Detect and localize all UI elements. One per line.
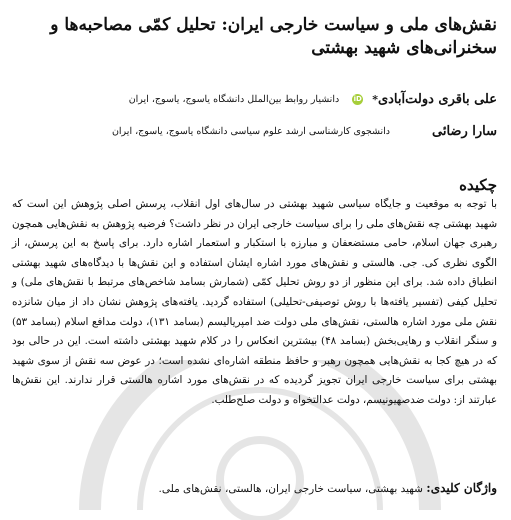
orcid-icon[interactable]: iD: [353, 94, 362, 103]
author-affiliation: دانشجوی کارشناسی ارشد علوم سیاسی دانشگاه یاسوج، یاسوج، ایران: [111, 125, 390, 137]
article-title: نقش‌های ملی و سیاست خارجی ایران: تحلیل کمّی مصاحبه‌ها و سخنرانی‌های شهید بهشتی: [50, 15, 497, 58]
author-name: علی باقری دولت‌آبادی: [377, 91, 497, 107]
corresponding-author-mark: *: [372, 92, 378, 106]
author-row-1: [12, 90, 497, 108]
author-name: سارا رضائی: [432, 123, 497, 139]
abstract-heading: چکیده: [459, 176, 497, 194]
keywords-label: واژگان کلیدی:: [426, 481, 497, 495]
keywords: [12, 479, 497, 498]
author-affiliation: دانشیار روابط بین‌الملل دانشگاه یاسوج، یاسوج، ایران: [128, 93, 340, 105]
abstract-text: با توجه به موقعیت و جایگاه سیاسی شهید بهشتی در سال‌های اول انقلاب، پرسش اصلی پژوهش این است که شهید بهشتی چه نقش‌های ملی را برای سیاست خارجی ایران در نظر داشت؟ فرضیه پژوهش به نقش‌هایی همچون رهبری جهان اسلام، حامی مستضعفان و مبارزه با استکبار و استعمار اشاره دارد. برای پاسخ به این پرسش، از الگوی نظری کی. جی. هالستی و نقش‌های مورد اشاره ایشان استفاده و این نقش‌ها با دیدگاه‌های شهید بهشتی انطباق داده شد. برای این منظور از دو روش تحلیل کمّی (شمارش بسامد شاخص‌های مرتبط با نقش‌های ملی) و تحلیل کیفی (تفسیر یافته‌ها با روش توصیفی-تحلیلی) استفاده گردید. یافته‌های پژوهش نشان داد از میان شانزده نقش ملی مورد اشاره هالستی، نقش‌های ملی دولت ضد امپریالیسم (بسامد ۱۳۱)، دولت مدافع اسلام (بسامد ۵۳) و سنگر انقلاب و رهایی‌بخش (بسامد ۴۸) بیشترین انعکاس را در کلام شهید بهشتی داشته است. این در حالی بود که در هیچ کجا به نقش‌هایی همچون رهبر و حافظ منطقه اشاره‌ای نشده است؛ در عوض سه نقش از سوی شهید بهشتی برای سیاست خارجی ایران تجویز گردیده که در نقش‌های مورد اشاره هالستی قرار ندارند. این نقش‌ها عبارتند از: دولت ضدصهیونیسم، دولت عدالتخواه و دولت صلح‌طلب.: [12, 198, 497, 406]
keywords-text: شهید بهشتی، سیاست خارجی ایران، هالستی، نقش‌های ملی.: [158, 483, 423, 495]
author-row-2: [12, 122, 497, 140]
